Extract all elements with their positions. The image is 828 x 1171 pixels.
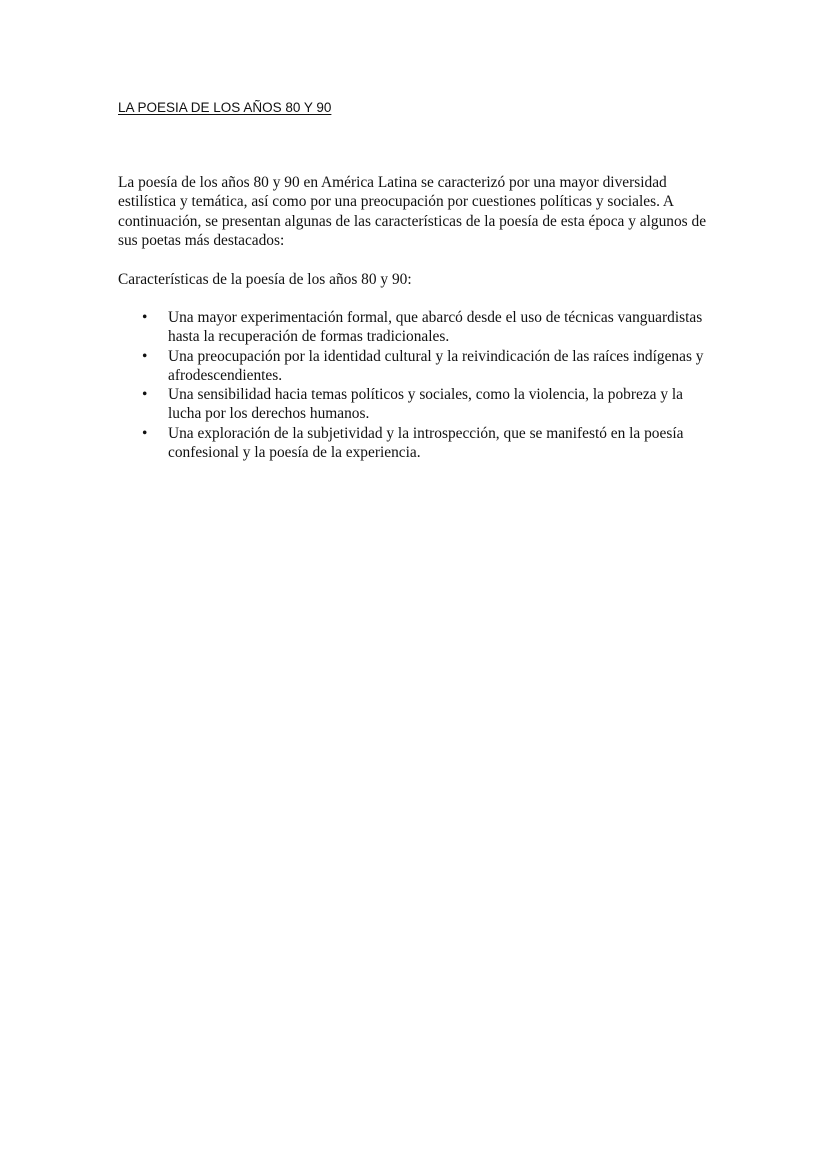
list-item <box>118 424 718 463</box>
intro-paragraph: La poesía de los años 80 y 90 en América Latina se caracterizó por una mayor diversidad estilística y temática, así como por una preocupación por cuestiones políticas y sociales. A continuación, se presentan algunas de las características de la poesía de esta época y algunos de sus poetas más destacados: <box>118 174 707 249</box>
bullet-icon: • <box>142 386 148 404</box>
list-item-text: Una sensibilidad hacia temas políticos y sociales, como la violencia, la pobreza y la lucha por los derechos humanos. <box>168 386 683 423</box>
list-item-text: Una preocupación por la identidad cultural y la reivindicación de las raíces indígenas y afrodescendientes. <box>168 347 704 384</box>
list-item <box>118 308 718 347</box>
characteristics-list <box>118 308 718 462</box>
page-title: LA POESIA DE LOS AÑOS 80 Y 90 <box>118 100 332 115</box>
list-item <box>118 385 718 424</box>
list-item-text: Una exploración de la subjetividad y la introspección, que se manifestó en la poesía confesional y la poesía de la experiencia. <box>168 424 684 462</box>
section-subtitle: Características de la poesía de los años 80 y 90: <box>118 271 412 288</box>
list-item <box>118 347 718 386</box>
bullet-icon: • <box>142 424 148 442</box>
bullet-icon: • <box>142 309 148 326</box>
list-item-text: Una mayor experimentación formal, que abarcó desde el uso de técnicas vanguardistas hasta la recuperación de formas tradicionales. <box>168 309 703 346</box>
bullet-icon: • <box>142 347 148 365</box>
